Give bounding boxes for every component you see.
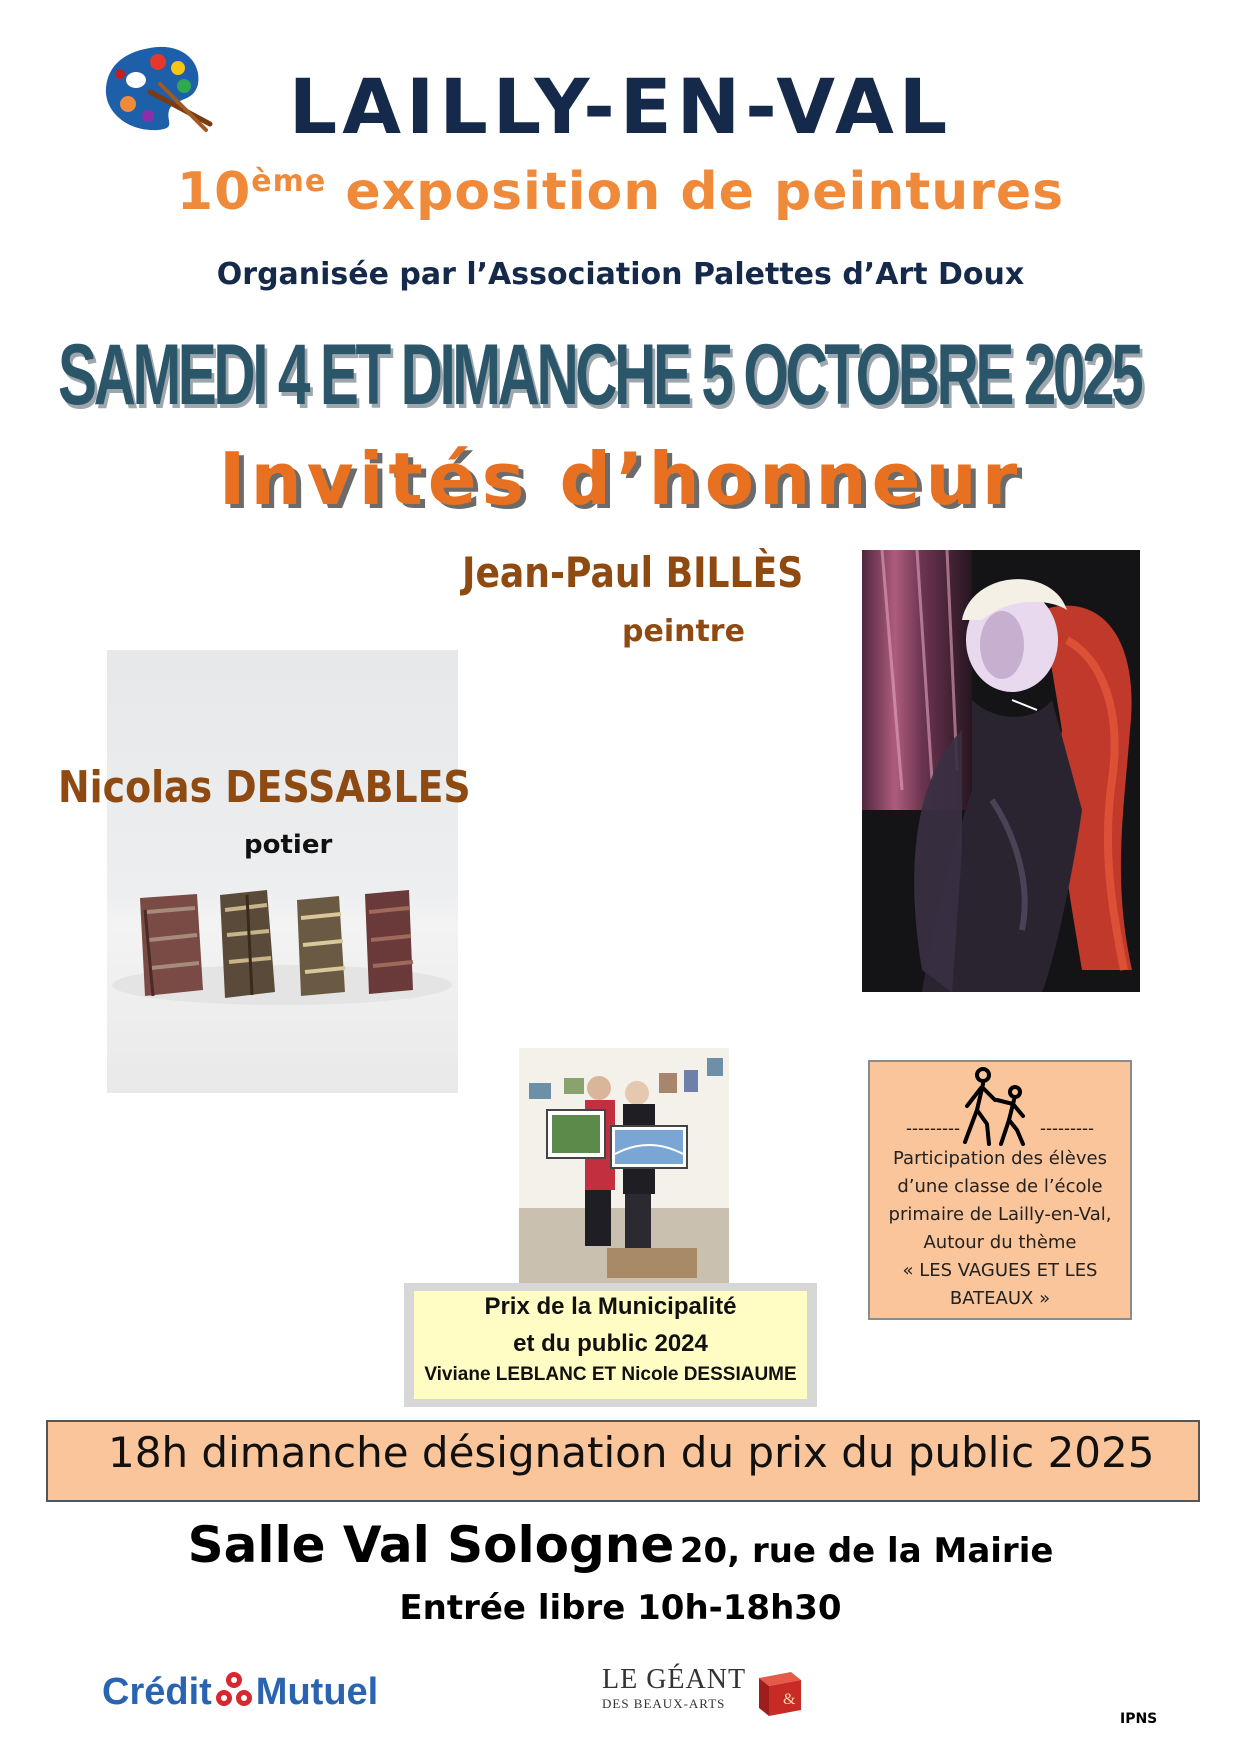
event-dates: SAMEDI 4 ET DIMANCHE 5 OCTOBRE 2025 [58,327,1141,423]
credit-mutuel-logo [102,1670,378,1714]
prize-caption-line2: et du public 2024 [513,1330,708,1357]
edition-number: 10 [176,162,252,222]
town-title: LAILLY-EN-VAL [288,62,953,151]
pot-2 [220,890,275,998]
pottery-image [107,650,458,1093]
venue-address: 20, rue de la Mairie [679,1531,1054,1571]
pottery-illustration [107,650,458,1093]
school-line-1: Participation des élèves [893,1148,1107,1169]
pot-3 [297,896,345,996]
credit-mutuel-emblem-icon [214,1670,254,1710]
geant-cube-icon [753,1668,805,1718]
geant-logo-bottom: DES BEAUX-ARTS [602,1696,726,1711]
edition-suffix: ème [251,164,327,199]
school-line-2: d’une classe de l’école [897,1176,1103,1197]
edition-text: exposition de peintures [345,162,1065,222]
school-line-4: Autour du thème [923,1232,1077,1253]
venue-line [0,1516,1241,1574]
organizer-line: Organisée par l’Association Palettes d’Art Doux [216,257,1025,292]
pot-1 [140,894,203,996]
svg-text:&: & [783,1691,796,1708]
pot-4 [365,890,413,994]
ipns-mention: IPNS [1120,1711,1158,1727]
prize-caption-line1: Prix de la Municipalité [484,1293,737,1320]
prize-photo-illustration [519,1048,729,1284]
painter-name: Jean-Paul BILLÈS [462,548,804,597]
potter-name: Nicolas DESSABLES [58,762,471,813]
school-line-5: « LES VAGUES ET LES [902,1260,1098,1281]
honor-guests-title: Invités d’honneur [218,437,1023,521]
school-line-3: primaire de Lailly-en-Val, [888,1204,1112,1225]
exhibition-edition [0,162,1241,222]
entry-hours: Entrée libre 10h-18h30 [399,1588,842,1628]
potter-role: potier [244,830,333,860]
prize-caption-line3: Viviane LEBLANC ET Nicole DESSIAUME [424,1364,797,1385]
painting-image [862,550,1140,992]
public-prize-text: 18h dimanche désignation du prix du public 2025 [108,1428,1155,1477]
credit-mutuel-right: Mutuel [255,1671,379,1713]
school-separator: --------- --------- [906,1118,1094,1138]
school-line-6: BATEAUX » [949,1288,1051,1309]
venue-name: Salle Val Sologne [187,1516,675,1574]
credit-mutuel-left: Crédit [102,1671,212,1713]
painting-illustration [862,550,1140,992]
prize-winners-photo [519,1048,729,1284]
painter-role: peintre [622,614,745,649]
geant-logo-top: LE GÉANT [602,1664,747,1695]
